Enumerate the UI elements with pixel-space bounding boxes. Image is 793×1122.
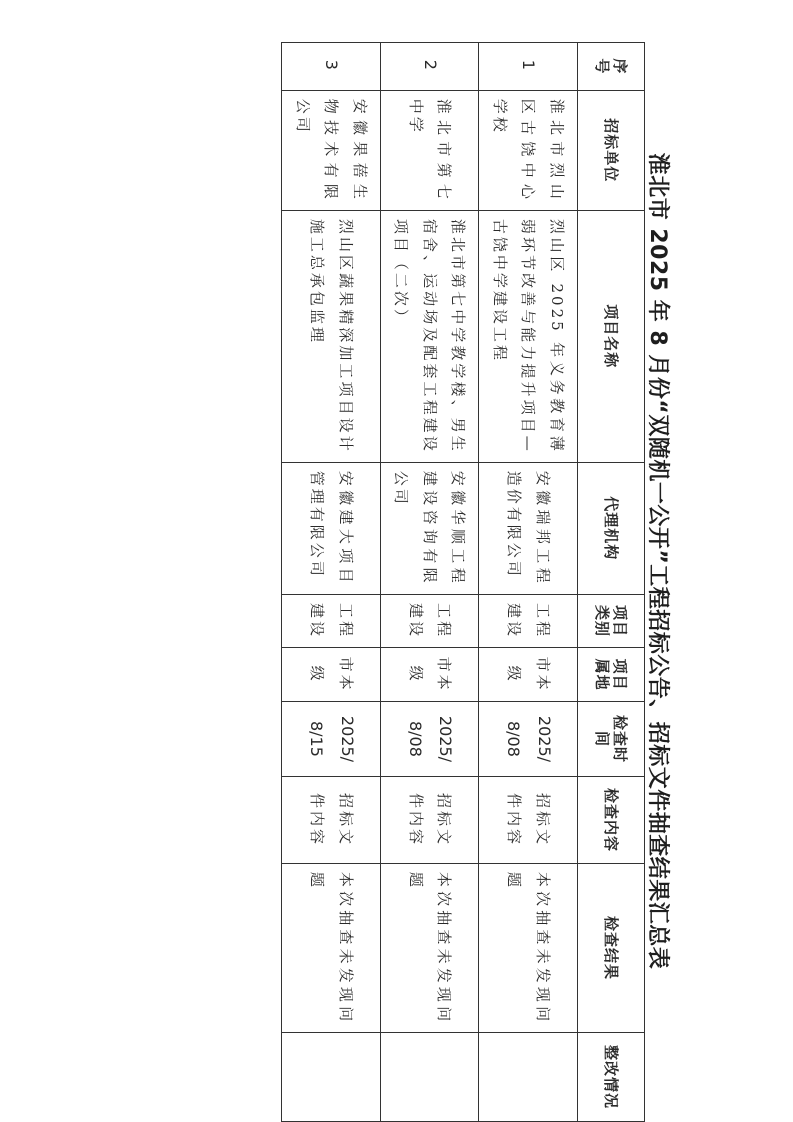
- cell-seq: 3: [282, 43, 381, 91]
- summary-table: [282, 42, 646, 1122]
- cell-location: 市本级: [282, 648, 381, 702]
- document-title: 淮北市 2025 年 8 月份“双随机一公开”工程招标公告、招标文件抽查结果汇总表: [645, 152, 670, 970]
- cell-location: 市本级: [381, 648, 480, 702]
- table-row: [479, 43, 578, 1122]
- cell-agency: 安徽瑞邦工程造价有限公司: [479, 462, 578, 594]
- header-check-result: 检查结果: [578, 863, 645, 1032]
- cell-agency: 安徽华顺工程建设咨询有限公司: [381, 462, 480, 594]
- cell-unit: 淮北市第七中学: [381, 90, 480, 210]
- cell-seq: 2: [381, 43, 480, 91]
- table-header-row: [578, 43, 645, 1122]
- header-project: 项目名称: [578, 210, 645, 462]
- cell-check-result: 本次抽查未发现问题: [381, 863, 480, 1032]
- cell-project: 烈山区 2025 年义务教育薄弱环节改善与能力提升项目—古饶中学建设工程: [479, 210, 578, 462]
- header-check-time: 检查时间: [578, 701, 645, 776]
- header-category: 项目类别: [578, 594, 645, 648]
- cell-rectify: [479, 1033, 578, 1122]
- header-unit: 招标单位: [578, 90, 645, 210]
- cell-rectify: [282, 1033, 381, 1122]
- cell-project: 淮北市第七中学教学楼、男生宿舍、运动场及配套工程建设项目（二次）: [381, 210, 480, 462]
- cell-check-time: 2025/8/08: [381, 701, 480, 776]
- cell-check-content: 招标文件内容: [479, 777, 578, 864]
- cell-agency: 安徽建大项目管理有限公司: [282, 462, 381, 594]
- header-seq: 序号: [578, 43, 645, 91]
- cell-unit: 淮北市烈山区古饶中心学校: [479, 90, 578, 210]
- cell-project: 烈山区蔬果精深加工项目设计施工总承包监理: [282, 210, 381, 462]
- table-row: [381, 43, 480, 1122]
- header-location: 项目属地: [578, 648, 645, 702]
- header-check-content: 检查内容: [578, 777, 645, 864]
- cell-check-result: 本次抽查未发现问题: [479, 863, 578, 1032]
- header-rectify: 整改情况: [578, 1033, 645, 1122]
- cell-category: 工程建设: [282, 594, 381, 648]
- cell-check-time: 2025/8/15: [282, 701, 381, 776]
- cell-check-time: 2025/8/08: [479, 701, 578, 776]
- cell-check-content: 招标文件内容: [282, 777, 381, 864]
- cell-category: 工程建设: [381, 594, 480, 648]
- cell-rectify: [381, 1033, 480, 1122]
- cell-check-content: 招标文件内容: [381, 777, 480, 864]
- table-row: [282, 43, 381, 1122]
- cell-category: 工程建设: [479, 594, 578, 648]
- header-agency: 代理机构: [578, 462, 645, 594]
- cell-location: 市本级: [479, 648, 578, 702]
- cell-unit: 安徽果蓓生物技术有限公司: [282, 90, 381, 210]
- cell-check-result: 本次抽查未发现问题: [282, 863, 381, 1032]
- cell-seq: 1: [479, 43, 578, 91]
